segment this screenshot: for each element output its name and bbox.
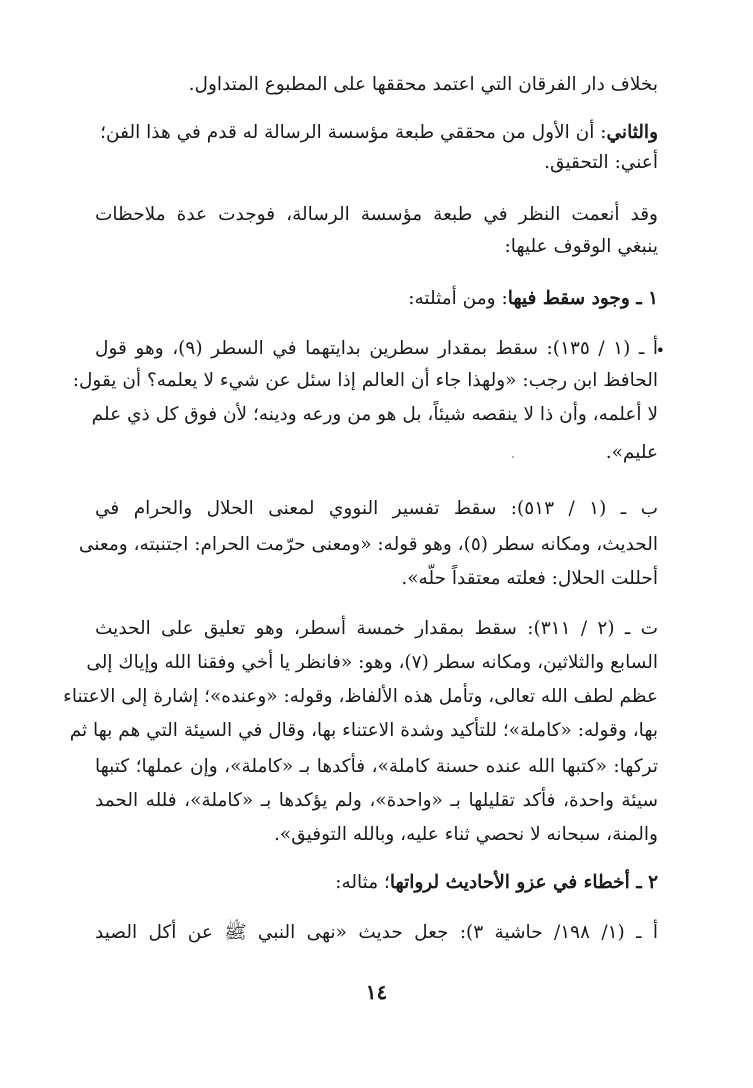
text-line: والمنة، سبحانه لا نحصي ثناء عليه، وبالله التوفيق». xyxy=(274,824,658,845)
text-line: بخلاف دار الفرقان التي اعتمد محققها على المطبوع المتداول. xyxy=(188,74,658,95)
text-line: الحديث، ومكانه سطر (٥)، وهو قوله: «ومعنى حرّمت الحرام: اجتنبته، ومعنى xyxy=(78,534,658,555)
text-line: ت ـ (٢ / ٣١١): سقط بمقدار خمسة أسطر، وهو تعليق على الحديث xyxy=(95,618,658,639)
page-number: ١٤ xyxy=(365,980,388,1004)
text-line: تركها: «كتبها الله عنده حسنة كاملة»، فأكدها بـ «كاملة»، وإن عملها؛ كتبها xyxy=(95,756,658,777)
text-line: أ ـ (١ / ١٣٥): سقط بمقدار سطرين بدايتهما في السطر (٩)، وهو قول xyxy=(95,338,658,359)
bullet-mark: • xyxy=(655,341,665,360)
bold-term: ٢ ـ أخطاء في عزو الأحاديث لرواتها xyxy=(389,872,658,893)
text-line: أعني: التحقيق. xyxy=(544,152,658,173)
text-line: وقد أنعمت النظر في طبعة مؤسسة الرسالة، فوجدت عدة ملاحظات xyxy=(95,204,658,225)
text-line: ب ـ (١ / ٥١٣): سقط تفسير النووي لمعنى الحلال والحرام في xyxy=(95,498,658,519)
text-line: بها، وقوله: «كاملة»؛ للتأكيد وشدة الاعتناء بها، وقال في السيئة التي هم بها ثم xyxy=(69,720,658,741)
text-line: الحافظ ابن رجب: «ولهذا جاء أن العالم إذا سئل عن شيء لا يعلمه؟ أن يقول: xyxy=(72,370,658,391)
scan-speck xyxy=(512,456,514,458)
bold-term: ١ ـ وجود سقط فيها xyxy=(507,288,658,309)
text-line: سيئة واحدة، فأكد تقليلها بـ «واحدة»، ولم يؤكدها بـ «كاملة»، فلله الحمد xyxy=(95,790,658,811)
text-line: لا أعلمه، وأن ذا لا ينقصه شيئاً، بل هو من ورعه ودينه؛ لأن فوق كل ذي علم xyxy=(91,404,658,425)
text-line: عليم». xyxy=(605,442,658,463)
text-line: ينبغي الوقوف عليها: xyxy=(504,236,658,257)
section-heading: ٢ ـ أخطاء في عزو الأحاديث لرواتها؛ مثاله: xyxy=(335,872,658,893)
bold-term: والثاني xyxy=(606,122,658,143)
section-heading: ١ ـ وجود سقط فيها: ومن أمثلته: xyxy=(408,288,658,309)
text-line: عظم لطف الله تعالى، وتأمل هذه الألفاظ، وقوله: «وعنده»؛ إشارة إلى الاعتناء xyxy=(63,686,658,707)
text-line: أ ـ (١/ ١٩٨/ حاشية ٣): جعل حديث «نهى النبي ﷺ عن أكل الصيد xyxy=(95,922,658,943)
text-line: والثاني: أن الأول من محققي طبعة مؤسسة الرسالة له قدم في هذا الفن؛ xyxy=(100,122,658,143)
text-line: السابع والثلاثين، ومكانه سطر (٧)، وهو: «فانظر يا أخي وفقنا الله وإياك إلى xyxy=(86,652,658,673)
text-line: أحللت الحلال: فعلته معتقداً حلّه». xyxy=(401,568,658,589)
